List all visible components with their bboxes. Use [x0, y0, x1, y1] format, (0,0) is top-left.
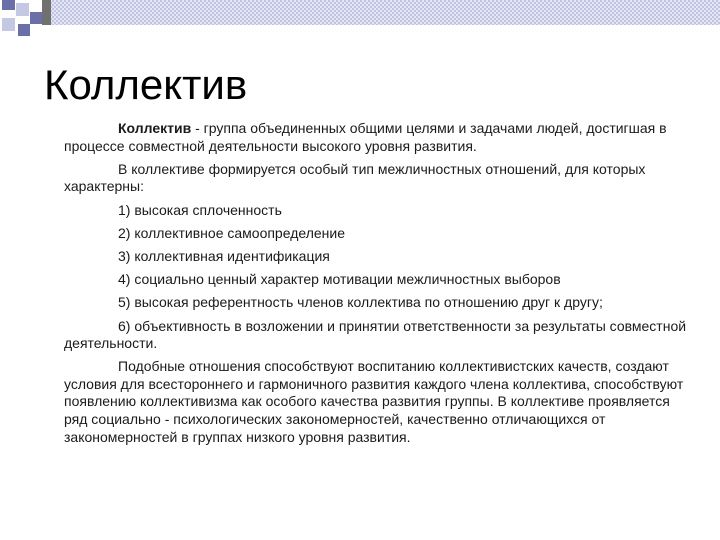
definition-text: - группа объединенных общими целями и задачами людей, достигшая в процессе совместной деятельности высокого уровня развития. — [64, 120, 667, 154]
header-bar-dark — [42, 0, 51, 25]
dark-square — [30, 12, 42, 24]
definition-paragraph — [64, 120, 688, 155]
light-square — [16, 3, 29, 16]
list-item: 1) высокая сплоченность — [118, 201, 282, 218]
light-square — [2, 18, 15, 31]
header-bar-checkered — [51, 0, 720, 25]
intro-paragraph: В коллективе формируется особый тип межличностных отношений, для которых характерны: — [64, 160, 646, 195]
dark-square — [2, 0, 15, 10]
list-item: 5) высокая референтность членов коллектива по отношению друг к другу; — [118, 294, 603, 311]
list-item: 3) коллективная идентификация — [118, 247, 330, 264]
definition-term: Коллектив — [118, 120, 192, 136]
header-decoration — [0, 0, 720, 50]
list-item: 2) коллективное самоопределение — [118, 224, 345, 241]
slide-title: Коллектив — [44, 61, 248, 108]
conclusion-paragraph: Подобные отношения способствуют воспитанию коллективистских качеств, создают условия для всестороннего и гармоничного развития каждого члена коллектива, способствуют появлению коллективизма как особого качества развития группы. В коллективе проявляется ряд социально - психологических закономерностей, качественно отличающихся от закономерностей в группах низкого уровня развития. — [64, 358, 684, 445]
dark-square — [18, 24, 30, 36]
list-item: 6) объективность в возложении и принятии ответственности за результаты совместной деятельности. — [64, 317, 687, 352]
list-item: 4) социально ценный характер мотивации межличностных выборов — [118, 271, 561, 288]
corner-squares — [2, 0, 42, 36]
slide-body — [64, 120, 688, 452]
